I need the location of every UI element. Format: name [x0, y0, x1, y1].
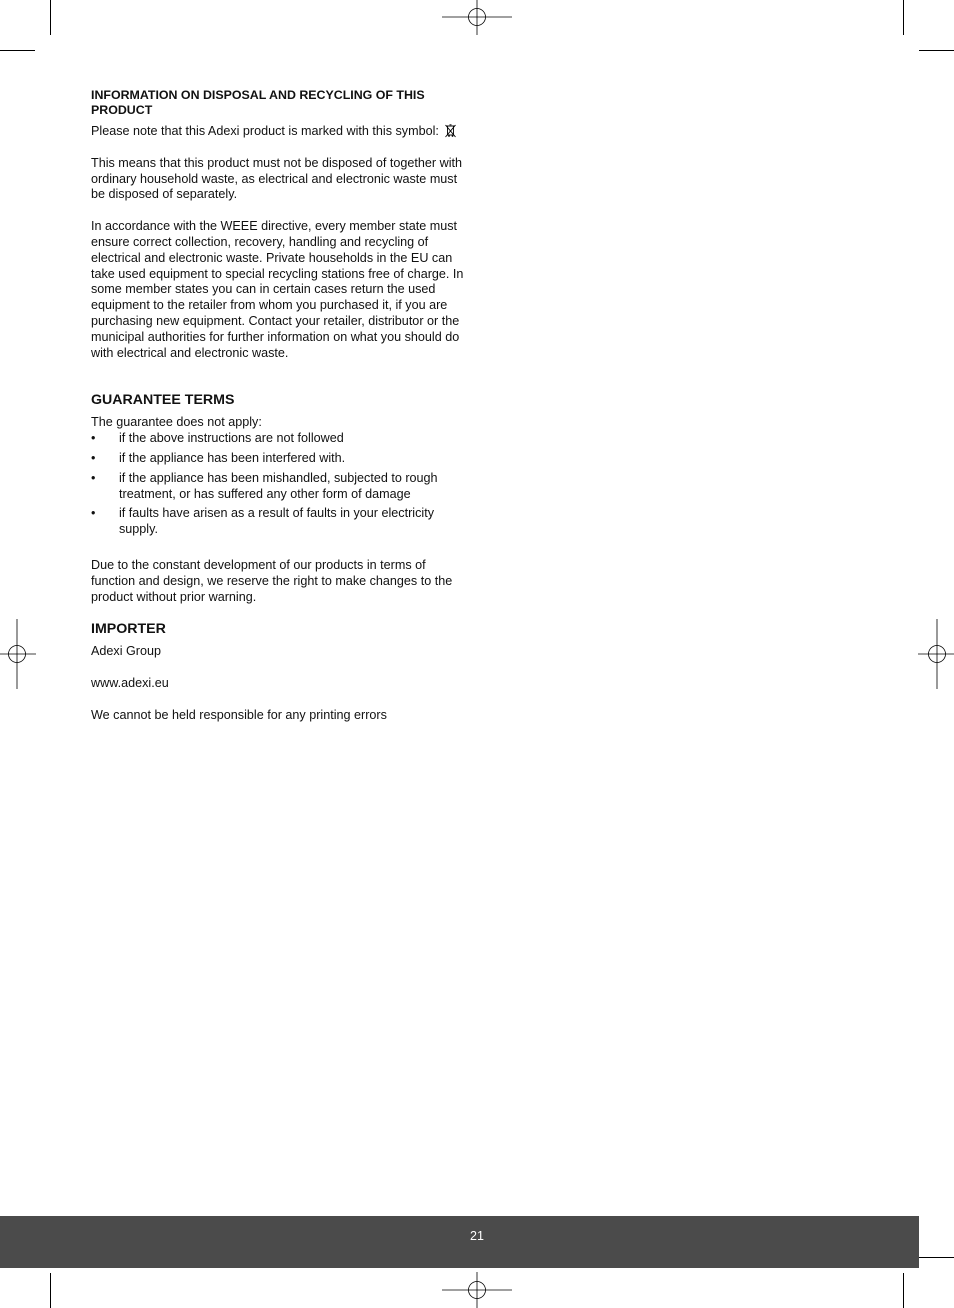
- list-item-text: if faults have arisen as a result of faults in your electricity supply.: [119, 506, 434, 537]
- registration-mark-right-icon: [918, 619, 954, 689]
- importer-website: www.adexi.eu: [91, 676, 169, 691]
- guarantee-intro: The guarantee does not apply:: [91, 415, 262, 430]
- list-item: [91, 471, 471, 503]
- list-item: [91, 431, 471, 447]
- content-column: [91, 88, 471, 724]
- page-number: 21: [470, 1229, 484, 1243]
- list-item-text: if the appliance has been interfered with.: [119, 450, 346, 465]
- symbol-line-text: Please note that this Adexi product is marked with this symbol:: [91, 124, 439, 138]
- crop-mark-top-right-vertical: [903, 0, 904, 35]
- list-item: [91, 506, 471, 538]
- crop-mark-top-right-horizontal: [919, 50, 954, 51]
- crossed-out-wheelie-bin-icon: [445, 124, 456, 138]
- registration-mark-left-icon: [0, 619, 36, 689]
- crop-mark-bottom-right-vertical: [903, 1273, 904, 1308]
- list-item: [91, 451, 471, 467]
- registration-mark-bottom-icon: [442, 1272, 512, 1308]
- list-item-text: if the appliance has been mishandled, subjected to rough treatment, or has suffered any other form of damage: [119, 470, 438, 501]
- bullet-icon: •: [91, 431, 96, 446]
- list-item-text: if the above instructions are not followed: [119, 431, 344, 446]
- registration-mark-top-icon: [442, 0, 512, 36]
- importer-company: Adexi Group: [91, 644, 162, 659]
- symbol-line: [91, 124, 471, 140]
- crop-mark-bottom-left-vertical: [50, 1273, 51, 1308]
- disposal-heading: INFORMATION ON DISPOSAL AND RECYCLING OF THIS PRODUCT: [91, 88, 425, 117]
- printing-disclaimer: We cannot be held responsible for any printing errors: [91, 707, 387, 722]
- importer-heading: IMPORTER: [91, 621, 166, 638]
- guarantee-heading: GUARANTEE TERMS: [91, 392, 235, 409]
- disposal-paragraph-1: This means that this product must not be disposed of together with ordinary household waste, as electrical and electronic waste must be disposed of separately.: [91, 155, 463, 202]
- bullet-icon: •: [91, 450, 96, 465]
- bullet-icon: •: [91, 470, 96, 485]
- crop-mark-top-left-horizontal: [0, 50, 35, 51]
- disposal-paragraph-2: In accordance with the WEEE directive, every member state must ensure correct collection, recovery, handling and recycling of electrical and electronic waste. Private households in the EU can take used equipment to special recycling stations free of charge. In some member states you can in certain cases return the used equipment to the retailer from whom you purchased it, if you are purchasing new equipment. Contact your retailer, distributor or the municipal authorities for further information on what you should do with electrical and electronic waste.: [91, 219, 464, 360]
- crop-mark-bottom-right-horizontal: [919, 1257, 954, 1258]
- bullet-icon: •: [91, 506, 96, 521]
- development-note: Due to the constant development of our products in terms of function and design, we reserve the right to make changes to the product without prior warning.: [91, 557, 453, 604]
- guarantee-list: [91, 431, 471, 538]
- crop-mark-top-left-vertical: [50, 0, 51, 35]
